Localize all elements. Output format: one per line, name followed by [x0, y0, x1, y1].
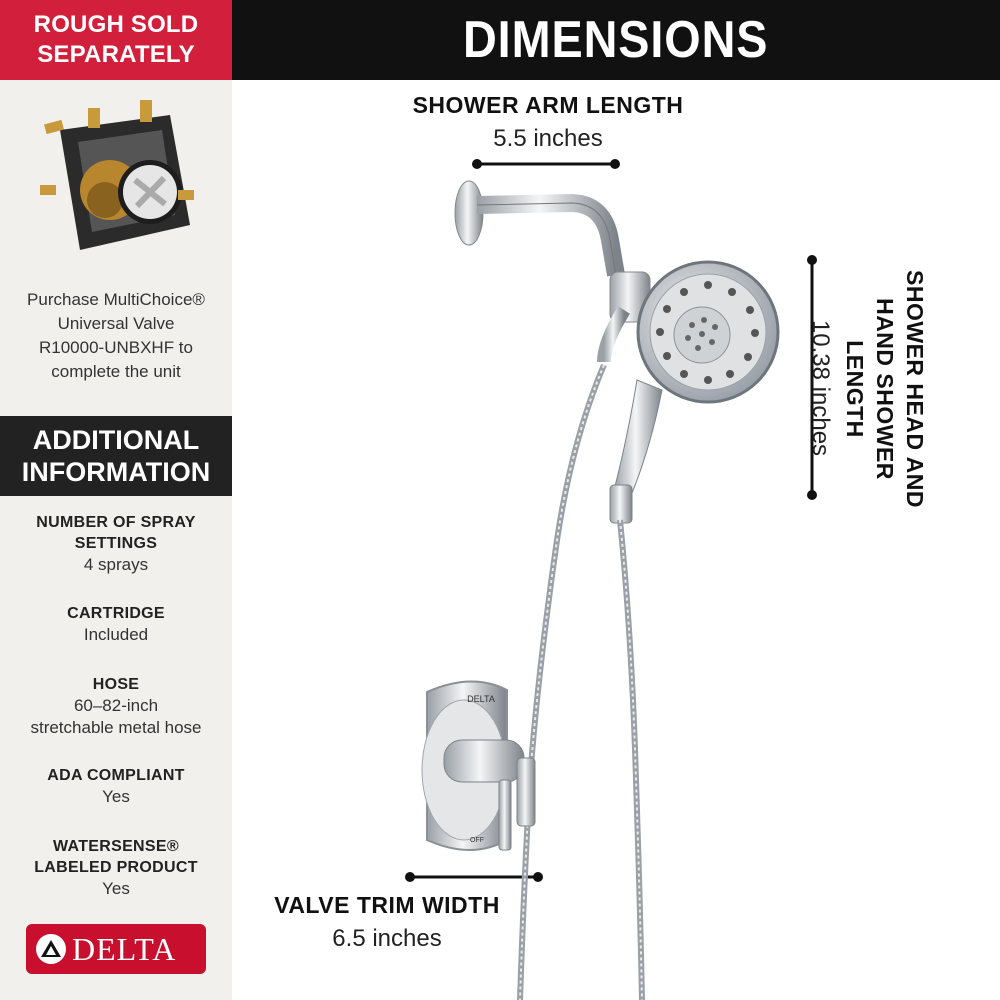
spec-spray-settings: [0, 512, 232, 576]
head-label-line-2: HAND SHOWER LENGTH: [842, 298, 898, 480]
spec-value: Yes: [102, 879, 130, 898]
arm-label: SHOWER ARM LENGTH: [412, 92, 684, 118]
rough-sold-separately-banner: [0, 0, 232, 80]
valve-dimension-label: [262, 892, 512, 953]
spec-value: 4 sprays: [83, 555, 149, 574]
spec-heading: WATERSENSE®: [53, 838, 179, 855]
spec-heading: ADA COMPLIANT: [47, 767, 185, 784]
head-value-rotated: [806, 263, 834, 513]
spec-value: Yes: [102, 787, 130, 806]
dimensions-header: [232, 0, 1000, 80]
additional-information-heading: [0, 416, 232, 496]
additional-line-1: ADDITIONAL: [32, 425, 200, 455]
valve-value: 6.5 inches: [332, 925, 442, 952]
spec-hose: [0, 674, 232, 739]
delta-logo: [26, 924, 206, 974]
purchase-note: [0, 288, 232, 384]
arm-dimension-label: [408, 92, 688, 153]
head-value: 10.38 inches: [807, 319, 834, 457]
rough-valve-image: [40, 100, 195, 275]
spec-value: stretchable metal hose: [30, 718, 202, 737]
spec-heading: NUMBER OF SPRAY: [36, 514, 196, 531]
spec-ada: [0, 765, 232, 808]
page-title: DIMENSIONS: [463, 11, 769, 69]
plate-off-text: OFF: [470, 837, 484, 844]
spec-cartridge: [0, 603, 232, 646]
spec-value: Included: [83, 625, 149, 644]
spec-heading: CARTRIDGE: [67, 605, 165, 622]
logo-wordmark: DELTA: [72, 930, 177, 967]
arm-value: 5.5 inches: [493, 125, 603, 152]
banner-line-1: ROUGH SOLD: [33, 11, 199, 38]
purchase-line: complete the unit: [51, 362, 181, 381]
additional-line-2: INFORMATION: [21, 457, 211, 487]
valve-label: VALVE TRIM WIDTH: [274, 892, 500, 918]
head-label-line-1: SHOWER HEAD AND: [902, 270, 928, 508]
plate-brand-text: DELTA: [467, 694, 495, 704]
shower-product-image: [232, 80, 1000, 1000]
head-value-wrap: [790, 264, 850, 514]
purchase-line: Purchase MultiChoice®: [27, 290, 205, 309]
arm-dimension-line: [472, 159, 620, 169]
spec-value: 60–82-inch: [73, 696, 159, 715]
spec-watersense: [0, 836, 232, 900]
spec-heading: HOSE: [92, 676, 140, 693]
banner-line-2: SEPARATELY: [37, 41, 195, 68]
spec-heading: SETTINGS: [74, 535, 158, 552]
purchase-line: R10000-UNBXHF to: [38, 338, 193, 357]
delta-triangle-icon: [36, 934, 66, 964]
spec-heading: LABELED PRODUCT: [34, 859, 198, 876]
purchase-line: Universal Valve: [57, 314, 175, 333]
